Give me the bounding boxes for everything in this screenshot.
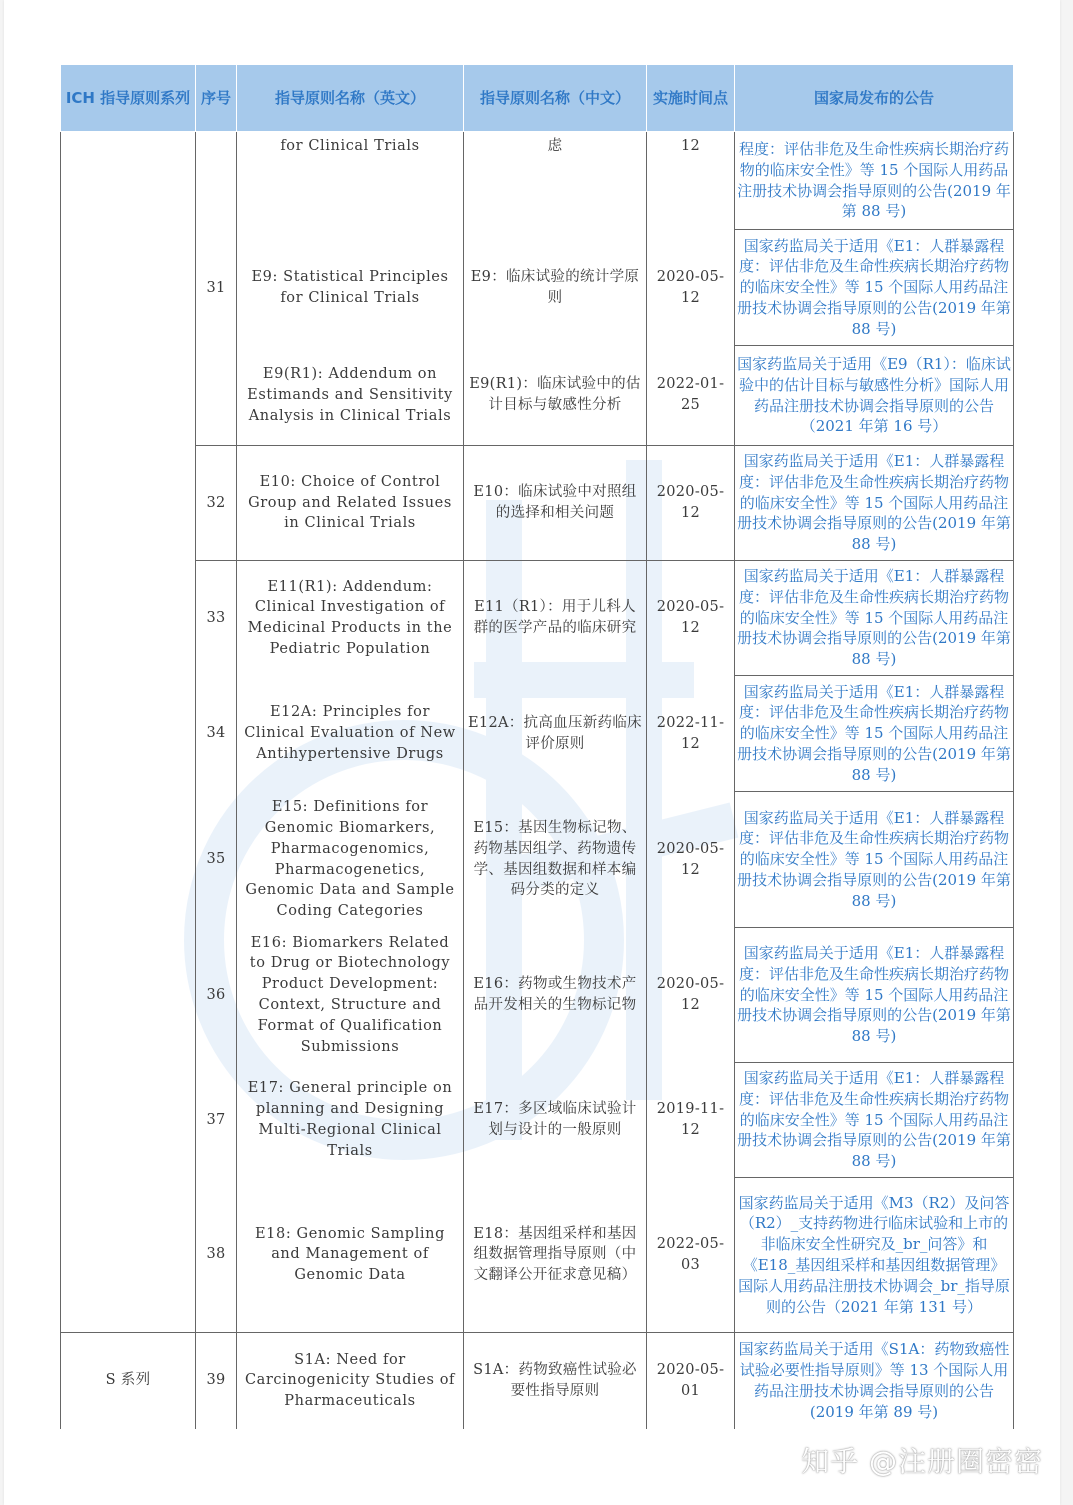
nmpa-notice: 国家药监局关于适用《E1：人群暴露程度：评估非危及生命性疾病长期治疗药物的临床安全性》等 15 个国际人用药品注册技术协调会指导原则的公告(2019 年第 88 号) [735, 928, 1014, 1063]
table-row [61, 928, 1014, 1063]
table-row [61, 676, 1014, 792]
row-number: 38 [196, 1178, 237, 1333]
row-number: 39 [196, 1333, 237, 1429]
table-row [61, 561, 1014, 676]
effective-date: 2020-05-12 [647, 230, 735, 346]
nmpa-notice: 程度：评估非危及生命性疾病长期治疗药物的临床安全性》等 15 个国际人用药品注册技术协调会指导原则的公告(2019 年第 88 号) [735, 132, 1014, 230]
nmpa-notice: 国家药监局关于适用《E1：人群暴露程度：评估非危及生命性疾病长期治疗药物的临床安全性》等 15 个国际人用药品注册技术协调会指导原则的公告(2019 年第 88 号) [735, 561, 1014, 676]
header-nmpa-notice: 国家局发布的公告 [735, 65, 1014, 132]
nmpa-notice: 国家药监局关于适用《M3（R2）及问答（R2）_支持药物进行临床试验和上市的非临床安全性研究及_br_问答》和《E18_基因组采样和基因组数据管理》国际人用药品注册技术协调会_br_指导原则的公告（2021 年第 131 号） [735, 1178, 1014, 1333]
series-cell: S 系列 [61, 1333, 196, 1429]
header-name-chinese: 指导原则名称（中文） [464, 65, 647, 132]
effective-date: 2020-05-12 [647, 792, 735, 928]
guideline-name-english: for Clinical Trials [237, 132, 464, 230]
guideline-name-chinese: 虑 [464, 132, 647, 230]
guideline-name-chinese: E16：药物或生物技术产品开发相关的生物标记物 [464, 928, 647, 1063]
guideline-name-chinese: E18：基因组采样和基因组数据管理指导原则（中文翻译公开征求意见稿） [464, 1178, 647, 1333]
effective-date: 2022-01-25 [647, 346, 735, 446]
zhihu-watermark: 知乎 @注册圈密密 [801, 1445, 1043, 1478]
row-number: 34 [196, 676, 237, 792]
guideline-name-chinese: E12A：抗高血压新药临床评价原则 [464, 676, 647, 792]
nmpa-notice: 国家药监局关于适用《E1：人群暴露程度：评估非危及生命性疾病长期治疗药物的临床安全性》等 15 个国际人用药品注册技术协调会指导原则的公告(2019 年第 88 号) [735, 230, 1014, 346]
guideline-name-chinese: E9(R1)：临床试验中的估计目标与敏感性分析 [464, 346, 647, 446]
guideline-name-english: S1A: Need for Carcinogenicity Studies of Pharmaceuticals [237, 1333, 464, 1429]
table-row [61, 1063, 1014, 1178]
effective-date: 2020-05-01 [647, 1333, 735, 1429]
nmpa-notice: 国家药监局关于适用《S1A：药物致癌性试验必要性指导原则》等 13 个国际人用药品注册技术协调会指导原则的公告(2019 年第 89 号) [735, 1333, 1014, 1429]
guideline-name-chinese: S1A：药物致癌性试验必要性指导原则 [464, 1333, 647, 1429]
guideline-name-english: E12A: Principles for Clinical Evaluation of New Antihypertensive Drugs [237, 676, 464, 792]
table-row [61, 792, 1014, 928]
effective-date: 2019-11-12 [647, 1063, 735, 1178]
effective-date: 12 [647, 132, 735, 230]
guideline-name-chinese: E17：多区域临床试验计划与设计的一般原则 [464, 1063, 647, 1178]
guideline-name-chinese: E9：临床试验的统计学原则 [464, 230, 647, 346]
effective-date: 2020-05-12 [647, 446, 735, 561]
table-row [61, 1178, 1014, 1333]
nmpa-notice: 国家药监局关于适用《E1：人群暴露程度：评估非危及生命性疾病长期治疗药物的临床安全性》等 15 个国际人用药品注册技术协调会指导原则的公告(2019 年第 88 号) [735, 792, 1014, 928]
guideline-name-english: E9(R1): Addendum on Estimands and Sensitivity Analysis in Clinical Trials [237, 346, 464, 446]
row-number: 37 [196, 1063, 237, 1178]
guideline-name-chinese: E10：临床试验中对照组的选择和相关问题 [464, 446, 647, 561]
table-header-row [61, 65, 1014, 132]
header-series: ICH 指导原则系列 [61, 65, 196, 132]
nmpa-notice: 国家药监局关于适用《E1：人群暴露程度：评估非危及生命性疾病长期治疗药物的临床安全性》等 15 个国际人用药品注册技术协调会指导原则的公告(2019 年第 88 号) [735, 676, 1014, 792]
nmpa-notice: 国家药监局关于适用《E1：人群暴露程度：评估非危及生命性疾病长期治疗药物的临床安全性》等 15 个国际人用药品注册技术协调会指导原则的公告(2019 年第 88 号) [735, 1063, 1014, 1178]
guideline-name-english: E15: Definitions for Genomic Biomarkers, Pharmacogenomics, Pharmacogenetics, Genomic Data and Sample Coding Categories [237, 792, 464, 928]
guideline-name-english: E9: Statistical Principles for Clinical Trials [237, 230, 464, 346]
row-number: 32 [196, 446, 237, 561]
header-name-english: 指导原则名称（英文） [237, 65, 464, 132]
effective-date: 2020-05-12 [647, 928, 735, 1063]
guideline-name-english: E17: General principle on planning and Designing Multi-Regional Clinical Trials [237, 1063, 464, 1178]
effective-date: 2022-05-03 [647, 1178, 735, 1333]
guideline-name-chinese: E15：基因生物标记物、药物基因组学、药物遗传学、基因组数据和样本编码分类的定义 [464, 792, 647, 928]
row-number: 36 [196, 928, 237, 1063]
table-row [61, 1333, 1014, 1429]
table-row [61, 132, 1014, 230]
ich-guideline-table [60, 64, 1014, 1429]
table-row [61, 446, 1014, 561]
header-number: 序号 [196, 65, 237, 132]
guideline-name-english: E10: Choice of Control Group and Related Issues in Clinical Trials [237, 446, 464, 561]
nmpa-notice: 国家药监局关于适用《E9（R1）：临床试验中的估计目标与敏感性分析》国际人用药品注册技术协调会指导原则的公告（2021 年第 16 号） [735, 346, 1014, 446]
series-cell [61, 132, 196, 1333]
header-effective-date: 实施时间点 [647, 65, 735, 132]
guideline-name-english: E16: Biomarkers Related to Drug or Biotechnology Product Development: Context, Structure and Format of Qualification Submissions [237, 928, 464, 1063]
document-page [4, 0, 1060, 1505]
guideline-name-english: E11(R1): Addendum: Clinical Investigation of Medicinal Products in the Pediatric Population [237, 561, 464, 676]
row-number: 33 [196, 561, 237, 676]
row-number: 35 [196, 792, 237, 928]
guideline-name-english: E18: Genomic Sampling and Management of Genomic Data [237, 1178, 464, 1333]
nmpa-notice: 国家药监局关于适用《E1：人群暴露程度：评估非危及生命性疾病长期治疗药物的临床安全性》等 15 个国际人用药品注册技术协调会指导原则的公告(2019 年第 88 号) [735, 446, 1014, 561]
effective-date: 2020-05-12 [647, 561, 735, 676]
row-number: 31 [196, 132, 237, 446]
effective-date: 2022-11-12 [647, 676, 735, 792]
guideline-name-chinese: E11（R1）：用于儿科人群的医学产品的临床研究 [464, 561, 647, 676]
